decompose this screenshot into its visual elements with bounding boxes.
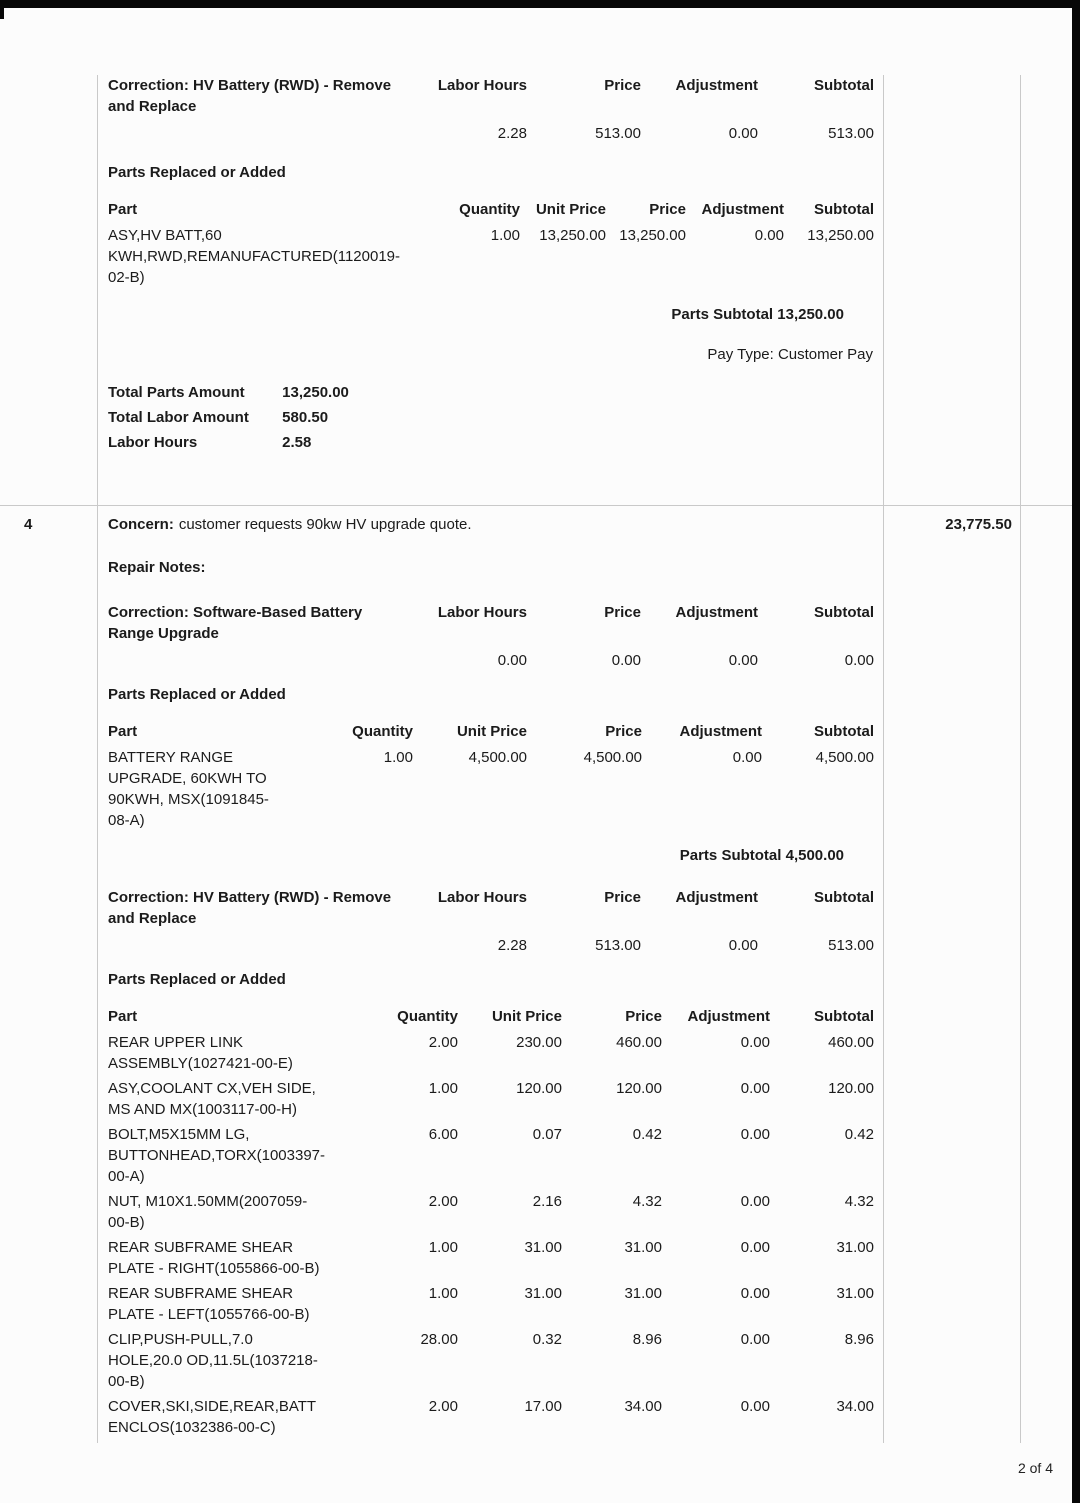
price-cell: 31.00 xyxy=(624,1239,662,1256)
quantity-header: Quantity xyxy=(397,1008,458,1025)
part-name: NUT, M10X1.50MM(2007059-00-B) xyxy=(108,1193,308,1231)
price-header: Price xyxy=(649,201,686,218)
part-name: BATTERY RANGE UPGRADE, 60KWH TO 90KWH, MSX(1091845-08-A) xyxy=(108,749,269,829)
subtotal-value: 0.00 xyxy=(844,652,874,669)
subtotal-cell: 13,250.00 xyxy=(807,227,874,244)
adjustment-cell: 0.00 xyxy=(740,1398,770,1415)
concern-label: Concern: xyxy=(108,516,174,533)
repair-notes-heading: Repair Notes: xyxy=(108,559,206,576)
adjustment-cell: 0.00 xyxy=(740,1239,770,1256)
section-item4 xyxy=(108,514,874,1442)
part-row xyxy=(108,225,874,292)
price-value: 513.00 xyxy=(595,125,641,142)
adjustment-cell: 0.00 xyxy=(740,1034,770,1051)
labor-hours-value: 2.58 xyxy=(282,434,312,451)
total-parts-label: Total Parts Amount xyxy=(108,384,245,401)
correction-title: Correction: HV Battery (RWD) - Remove and Replace xyxy=(108,77,392,115)
adjustment-value: 0.00 xyxy=(728,937,758,954)
unit-price-header: Unit Price xyxy=(491,1008,562,1025)
subtotal-header: Subtotal xyxy=(814,723,874,740)
parts-subtotal-line xyxy=(108,304,874,325)
subtotal-header: Subtotal xyxy=(814,201,874,218)
parts-replaced-heading: Parts Replaced or Added xyxy=(108,686,286,703)
adjustment-header: Adjustment xyxy=(675,604,758,621)
quantity-cell: 1.00 xyxy=(428,1285,458,1302)
subtotal-cell: 120.00 xyxy=(828,1080,874,1097)
unit-price-header: Unit Price xyxy=(535,201,606,218)
quantity-cell: 2.00 xyxy=(428,1034,458,1051)
totals-block xyxy=(108,380,874,455)
subtotal-cell: 4,500.00 xyxy=(815,749,874,766)
unit-price-cell: 13,250.00 xyxy=(539,227,606,244)
quantity-cell: 1.00 xyxy=(490,227,520,244)
right-black-bar xyxy=(1072,0,1080,1503)
price-cell: 13,250.00 xyxy=(619,227,686,244)
price-header: Price xyxy=(625,1008,662,1025)
concern-text: customer requests 90kw HV upgrade quote. xyxy=(178,516,472,533)
total-parts-row xyxy=(108,380,874,405)
correction-labor-table xyxy=(108,75,874,144)
subtotal-value: 513.00 xyxy=(828,937,874,954)
price-cell: 4,500.00 xyxy=(583,749,642,766)
adjustment-cell: 0.00 xyxy=(740,1285,770,1302)
labor-hours-value: 2.28 xyxy=(497,125,527,142)
part-name: ASY,COOLANT CX,VEH SIDE, MS AND MX(1003117-00-H) xyxy=(108,1080,316,1118)
spacer xyxy=(108,935,400,956)
price-header: Price xyxy=(604,889,641,906)
price-cell: 34.00 xyxy=(624,1398,662,1415)
column-rule-left xyxy=(97,75,98,1443)
adjustment-cell: 0.00 xyxy=(740,1080,770,1097)
subtotal-value: 513.00 xyxy=(828,125,874,142)
part-row xyxy=(108,1396,874,1442)
subtotal-cell: 31.00 xyxy=(836,1239,874,1256)
price-header: Price xyxy=(605,723,642,740)
adjustment-value: 0.00 xyxy=(728,652,758,669)
labor-hours-header: Labor Hours xyxy=(437,604,527,621)
unit-price-cell: 0.07 xyxy=(532,1126,562,1143)
price-header: Price xyxy=(604,604,641,621)
part-header: Part xyxy=(108,201,138,218)
price-cell: 460.00 xyxy=(616,1034,662,1051)
labor-hours-header: Labor Hours xyxy=(437,889,527,906)
part-row xyxy=(108,747,874,835)
unit-price-header: Unit Price xyxy=(456,723,527,740)
correction-labor-table xyxy=(108,602,874,671)
part-row xyxy=(108,1124,874,1191)
spacer xyxy=(108,123,400,144)
quantity-cell: 28.00 xyxy=(420,1331,458,1348)
column-rule-middle xyxy=(883,75,884,1443)
unit-price-cell: 0.32 xyxy=(532,1331,562,1348)
part-name: REAR SUBFRAME SHEAR PLATE - LEFT(1055766-00-B) xyxy=(108,1285,310,1323)
column-rule-right xyxy=(1020,75,1021,1443)
total-parts-value: 13,250.00 xyxy=(282,384,349,401)
adjustment-cell: 0.00 xyxy=(732,749,762,766)
price-header: Price xyxy=(604,77,641,94)
quantity-cell: 2.00 xyxy=(428,1193,458,1210)
unit-price-cell: 2.16 xyxy=(532,1193,562,1210)
unit-price-cell: 31.00 xyxy=(524,1239,562,1256)
part-name: CLIP,PUSH-PULL,7.0 HOLE,20.0 OD,11.5L(1037218-00-B) xyxy=(108,1331,318,1390)
spacer xyxy=(108,650,400,671)
price-cell: 120.00 xyxy=(616,1080,662,1097)
section-item3 xyxy=(108,75,874,455)
part-row xyxy=(108,1283,874,1329)
adjustment-cell: 0.00 xyxy=(740,1126,770,1143)
quantity-cell: 6.00 xyxy=(428,1126,458,1143)
part-header: Part xyxy=(108,723,138,740)
unit-price-cell: 17.00 xyxy=(524,1398,562,1415)
subtotal-header: Subtotal xyxy=(814,604,874,621)
part-row xyxy=(108,1237,874,1283)
subtotal-cell: 460.00 xyxy=(828,1034,874,1051)
unit-price-cell: 120.00 xyxy=(516,1080,562,1097)
adjustment-header: Adjustment xyxy=(679,723,762,740)
part-header: Part xyxy=(108,1008,138,1025)
adjustment-value: 0.00 xyxy=(728,125,758,142)
adjustment-header: Adjustment xyxy=(701,201,784,218)
price-cell: 31.00 xyxy=(624,1285,662,1302)
labor-hours-label: Labor Hours xyxy=(108,434,198,451)
parts-header-row xyxy=(108,1006,874,1032)
total-labor-label: Total Labor Amount xyxy=(108,409,249,426)
item-number: 4 xyxy=(24,516,33,533)
parts-replaced-heading: Parts Replaced or Added xyxy=(108,971,286,988)
top-black-bar xyxy=(0,0,1080,8)
adjustment-cell: 0.00 xyxy=(740,1331,770,1348)
adjustment-cell: 0.00 xyxy=(740,1193,770,1210)
subtotal-cell: 0.42 xyxy=(844,1126,874,1143)
parts-subtotal-label: Parts Subtotal xyxy=(671,306,774,323)
subtotal-cell: 8.96 xyxy=(844,1331,874,1348)
part-name: ASY,HV BATT,60 KWH,RWD,REMANUFACTURED(1120019-02-B) xyxy=(108,227,400,286)
total-labor-value: 580.50 xyxy=(282,409,329,426)
part-row xyxy=(108,1078,874,1124)
part-row xyxy=(108,1191,874,1237)
part-name: COVER,SKI,SIDE,REAR,BATT ENCLOS(1032386-00-C) xyxy=(108,1398,316,1436)
subtotal-header: Subtotal xyxy=(814,889,874,906)
correction-title: Correction: HV Battery (RWD) - Remove and Replace xyxy=(108,889,392,927)
part-row xyxy=(108,1329,874,1396)
price-cell: 4.32 xyxy=(632,1193,662,1210)
pay-type: Pay Type: Customer Pay xyxy=(707,346,873,363)
concern-line xyxy=(108,514,874,535)
price-value: 513.00 xyxy=(595,937,641,954)
parts-subtotal-line xyxy=(108,845,874,866)
part-name: REAR UPPER LINK ASSEMBLY(1027421-00-E) xyxy=(108,1034,293,1072)
adjustment-header: Adjustment xyxy=(687,1008,770,1025)
row-divider xyxy=(0,505,1072,506)
part-name: BOLT,M5X15MM LG, BUTTONHEAD,TORX(1003397-00-A) xyxy=(108,1126,326,1185)
left-black-notch xyxy=(0,0,4,19)
unit-price-cell: 31.00 xyxy=(524,1285,562,1302)
part-name: REAR SUBFRAME SHEAR PLATE - RIGHT(1055866-00-B) xyxy=(108,1239,320,1277)
adjustment-header: Adjustment xyxy=(675,77,758,94)
correction-labor-table xyxy=(108,887,874,956)
part-row xyxy=(108,1032,874,1078)
labor-hours-row xyxy=(108,430,874,455)
subtotal-cell: 4.32 xyxy=(844,1193,874,1210)
parts-table xyxy=(108,1006,874,1442)
parts-header-row xyxy=(108,199,874,225)
total-labor-row xyxy=(108,405,874,430)
labor-hours-value: 2.28 xyxy=(497,937,527,954)
page-indicator: 2 of 4 xyxy=(1017,1460,1053,1476)
parts-subtotal-value: 4,500.00 xyxy=(785,847,844,864)
quantity-cell: 1.00 xyxy=(428,1080,458,1097)
price-value: 0.00 xyxy=(611,652,641,669)
adjustment-header: Adjustment xyxy=(675,889,758,906)
quantity-header: Quantity xyxy=(459,201,520,218)
price-cell: 8.96 xyxy=(632,1331,662,1348)
labor-hours-header: Labor Hours xyxy=(437,77,527,94)
quantity-cell: 1.00 xyxy=(383,749,413,766)
labor-hours-value: 0.00 xyxy=(497,652,527,669)
parts-subtotal-label: Parts Subtotal xyxy=(679,847,782,864)
parts-header-row xyxy=(108,721,874,747)
unit-price-cell: 230.00 xyxy=(516,1034,562,1051)
unit-price-cell: 4,500.00 xyxy=(468,749,527,766)
price-cell: 0.42 xyxy=(632,1126,662,1143)
quantity-header: Quantity xyxy=(352,723,413,740)
subtotal-cell: 31.00 xyxy=(836,1285,874,1302)
quantity-cell: 2.00 xyxy=(428,1398,458,1415)
subtotal-cell: 34.00 xyxy=(836,1398,874,1415)
item-amount: 23,775.50 xyxy=(945,516,1012,533)
parts-subtotal-value: 13,250.00 xyxy=(777,306,844,323)
parts-table xyxy=(108,721,874,835)
subtotal-header: Subtotal xyxy=(814,1008,874,1025)
parts-table xyxy=(108,199,874,292)
correction-title: Correction: Software-Based Battery Range Upgrade xyxy=(108,604,363,642)
quantity-cell: 1.00 xyxy=(428,1239,458,1256)
subtotal-header: Subtotal xyxy=(814,77,874,94)
parts-replaced-heading: Parts Replaced or Added xyxy=(108,164,286,181)
adjustment-cell: 0.00 xyxy=(754,227,784,244)
